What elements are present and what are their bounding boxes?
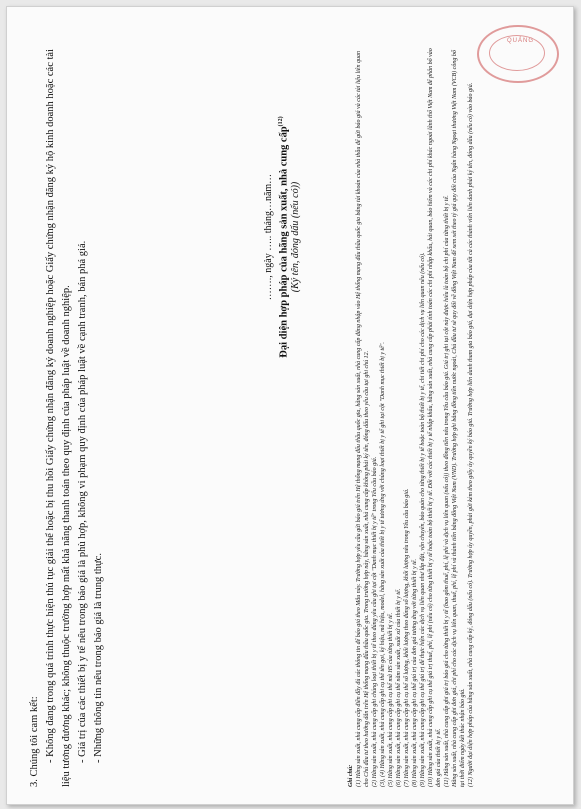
note-12: (12) Người đại diện hợp pháp của hãng sản xuất, nhà cung cấp ký, đóng dấu (nếu có). Trường hợp ủy quyền, phải gửi kèm theo giấy ủy quyền ký báo giá. Trường hợp liên danh tham gia báo giá, đại diện hợp pháp của tất cả các thành viên liên danh phải ký tên, đóng dấu (nếu có) vào báo giá. [468, 82, 474, 787]
note-3: (3), (4) Hãng sản xuất, nhà cung cấp ghi cụ thể tên gọi, ký hiệu, mã hiệu, model, hãng sản xuất của thiết bị y tế tương ứng với chủng loại thiết bị y tế ghi tại cột "Danh mục thiết bị y tế". [380, 342, 386, 787]
note-10: (11) Hãng sản xuất, nhà cung cấp ghi giá trị báo giá cho từng thiết bị y tế (bao gồm thuế, phí, lệ phí và dịch vụ liên quan (nếu có)) theo đồng tiền nêu trong Yêu cầu báo giá. Giá trị ghi tại cột này được hiểu là toàn bộ chi phí của từng thiết bị y tế. [444, 195, 450, 787]
signature-block [263, 57, 301, 417]
note-9: (10) Hãng sản xuất, nhà cung cấp ghi cụ thể giá trị thuế, phí, lệ phí (nếu có) cho từng thiết bị y tế hoặc toàn bộ thiết bị y tế. Đối với các thiết bị y tế nhập khẩu, hãng sản xuất, nhà cung cấp phải tính toán các chi phí nhập khẩu, hải quan, bảo hiểm và các chi phí khác ngoài lãnh thổ Việt Nam để phân bổ vào đơn giá của thiết bị y tế. [428, 48, 442, 787]
commitment-item-1: - Không đang trong quá trình thực hiện thủ tục giải thể hoặc bị thu hồi Giấy chứng nhận đăng ký doanh nghiệp hoặc Giấy chứng nhận đăng ký hộ kinh doanh hoặc các tài liệu tương đương khác; không thuộc trường hợp mất khả năng thanh toán theo quy định của pháp luật về doanh nghiệp. [45, 49, 72, 787]
note-4: (5) Hãng sản xuất, nhà cung cấp ghi cụ thể mã HS của từng thiết bị y tế. [388, 612, 394, 787]
signature-subtitle: (Ký tên, đóng dấu (nếu có)) [289, 181, 301, 293]
signature-title-note: (12) [278, 116, 284, 127]
note-2: (2) Hãng sản xuất, nhà cung cấp ghi chủng loại thiết bị y tế theo đúng yêu cầu ghi tại cột "Danh mục thiết bị y tế" trong Yêu cầu báo giá. [372, 456, 378, 787]
signature-title-text: Đại diện hợp pháp của hãng sản xuất, nhà cung cấp [278, 126, 290, 358]
commitments-section [27, 47, 107, 787]
note-8: (9) Hãng sản xuất, nhà cung cấp ghi cụ thể giá trị để thực hiện các dịch vụ liên quan như lắp đặt, vận chuyển, bảo quản cho từng thiết bị y tế hoặc toàn bộ thiết bị y tế, chi tiết chi phí cho các dịch vụ liên quan nêu (nếu có). [420, 252, 426, 787]
note-11: Hãng sản xuất, nhà cung cấp ghi đơn giá, chi phí cho các dịch vụ liên quan, thuế, phí, lệ phí và thành tiền bằng đồng Việt Nam (VND). Trường hợp ghi bằng đồng tiền nước ngoài, Chủ đầu tư sẽ quy đổi về đồng Việt Nam để xem xét theo tỷ giá quy đổi của Ngân hàng Ngoại thương Việt Nam (VCB) công bố tại thời điểm ngày kết thúc nhận báo giá. [452, 50, 466, 787]
notes-heading: Ghi chú: [348, 764, 354, 787]
commitment-item-3: - Những thông tin nêu trong báo giá là trung thực. [93, 553, 104, 763]
note-1: (1) Hãng sản xuất, nhà cung cấp điền đầy đủ các thông tin để báo giá theo Mẫu này. Trường hợp yêu cầu gửi báo giá trên Hệ thống mạng đấu thầu quốc gia, hãng sản xuất, nhà cung cấp đăng nhập vào Hệ thống mạng đấu thầu quốc gia bằng tài khoản của nhà thầu để gửi báo giá và các tài liệu liên quan cho Chủ đầu tư theo hướng dẫn trên Hệ thống mạng đấu thầu quốc gia. Trong trường hợp này, hãng sản xuất, nhà cung cấp không phải ký tên, đóng dấu theo yêu cầu tại ghi chú 12. [356, 51, 370, 787]
stamp-text: QUẢNG [507, 38, 535, 44]
signature-title [278, 57, 290, 417]
note-6: (7) Hãng sản xuất, nhà cung cấp ghi cụ thể số lượng, khối lượng theo đúng số lượng, khối lượng nêu trong Yêu cầu báo giá. [404, 488, 410, 787]
notes-section [347, 47, 475, 787]
note-5: (6) Hãng sản xuất, nhà cung cấp ghi cụ thể năm sản xuất, xuất xứ của thiết bị y tế. [396, 588, 402, 787]
commitments-heading: 3. Chúng tôi cam kết: [29, 696, 40, 787]
commitment-item-2: - Giá trị của các thiết bị y tế nêu trong báo giá là phù hợp, không vi phạm quy định của pháp luật về cạnh tranh, bán phá giá. [77, 240, 88, 763]
note-7: (8) Hãng sản xuất, nhà cung cấp ghi cụ thể giá trị của đơn giá tương ứng với từng thiết bị y tế. [412, 558, 418, 787]
signature-date: ……., ngày ….. tháng…năm… [263, 173, 274, 301]
rotated-content [27, 27, 567, 787]
scanned-document-page [6, 6, 574, 805]
